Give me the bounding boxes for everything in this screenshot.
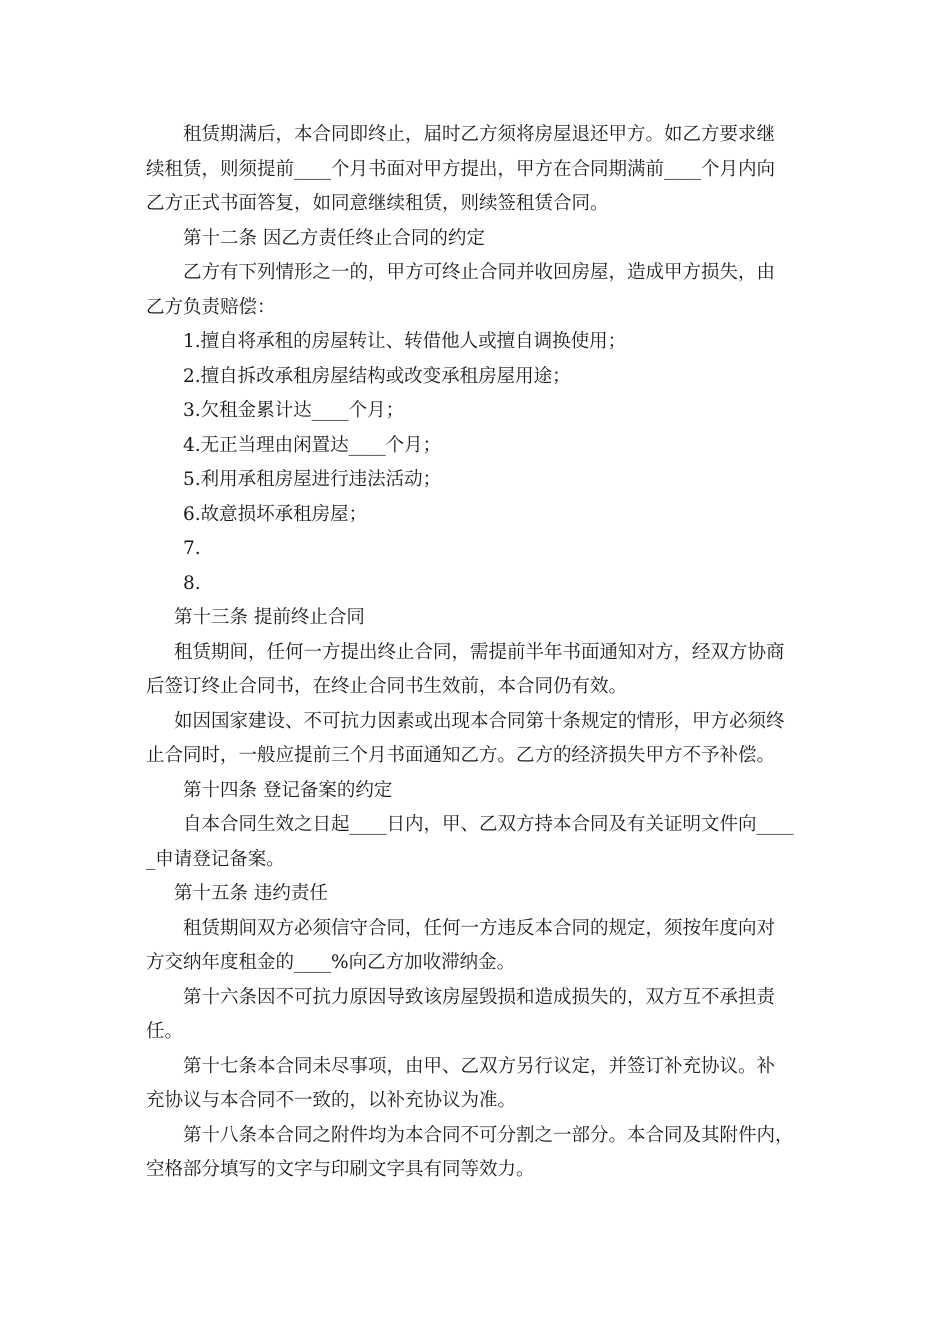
text-line: 续租赁，则须提前____个月书面对甲方提出，甲方在合同期满前____个月内向 [146, 158, 776, 180]
text-line: 第十八条本合同之附件均为本合同不可分割之一部分。本合同及其附件内， [183, 1124, 794, 1146]
text-line: 3.欠租金累计达____个月； [183, 400, 405, 421]
text-line: 第十三条 提前终止合同 [174, 607, 365, 628]
text-line: 第十四条 登记备案的约定 [183, 779, 393, 801]
text-line: 5.利用承租房屋进行违法活动； [183, 469, 442, 490]
text-line: 空格部分填写的文字与印刷文字具有同等效力。 [146, 1159, 535, 1180]
document-body [146, 118, 808, 1188]
text-line: 方交纳年度租金的____%向乙方加收滞纳金。 [146, 952, 516, 973]
text-line: 第十六条因不可抗力原因导致该房屋毁损和造成损失的，双方互不承担责 [183, 986, 776, 1008]
text-line: 1.擅自将承租的房屋转让、转借他人或擅自调换使用； [183, 331, 627, 352]
text-line: 第十二条 因乙方责任终止合同的约定 [183, 227, 485, 249]
text-line: 6.故意损坏承租房屋； [183, 503, 368, 525]
text-line: 后签订终止合同书，在终止合同书生效前，本合同仍有效。 [146, 676, 628, 697]
text-line: 第十七条本合同未尽事项，由甲、乙双方另行议定，并签订补充协议。补 [183, 1055, 776, 1077]
text-line: 充协议与本合同不一致的，以补充协议为准。 [146, 1090, 517, 1111]
text-line: 乙方正式书面答复，如同意继续租赁，则续签租赁合同。 [146, 193, 609, 214]
text-line: 止合同时，一般应提前三个月书面通知乙方。乙方的经济损失甲方不予补偿。 [146, 745, 776, 766]
text-line: 乙方有下列情形之一的，甲方可终止合同并收回房屋，造成甲方损失，由 [183, 262, 776, 283]
text-line: 第十五条 违约责任 [174, 883, 328, 904]
text-line: 如因国家建设、不可抗力因素或出现本合同第十条规定的情形，甲方必须终 [174, 710, 785, 732]
text-line: 2.擅自拆改承租房屋结构或改变承租房屋用途； [183, 365, 571, 387]
text-line: 租赁期间双方必须信守合同，任何一方违反本合同的规定，须按年度向对 [183, 917, 776, 939]
text-line: 7. [183, 538, 201, 559]
text-line: _申请登记备案。 [146, 848, 285, 870]
text-line: 乙方负责赔偿： [146, 296, 276, 318]
text-line: 自本合同生效之日起____日内，甲、乙双方持本合同及有关证明文件向____ [183, 814, 794, 835]
text-line: 8. [183, 572, 201, 594]
text-line: 任。 [146, 1021, 184, 1042]
text-line: 4.无正当理由闲置达____个月； [183, 434, 442, 456]
text-line: 租赁期间，任何一方提出终止合同，需提前半年书面通知对方，经双方协商 [174, 641, 785, 663]
text-line: 租赁期满后，本合同即终止，届时乙方须将房屋退还甲方。如乙方要求继 [183, 124, 776, 145]
